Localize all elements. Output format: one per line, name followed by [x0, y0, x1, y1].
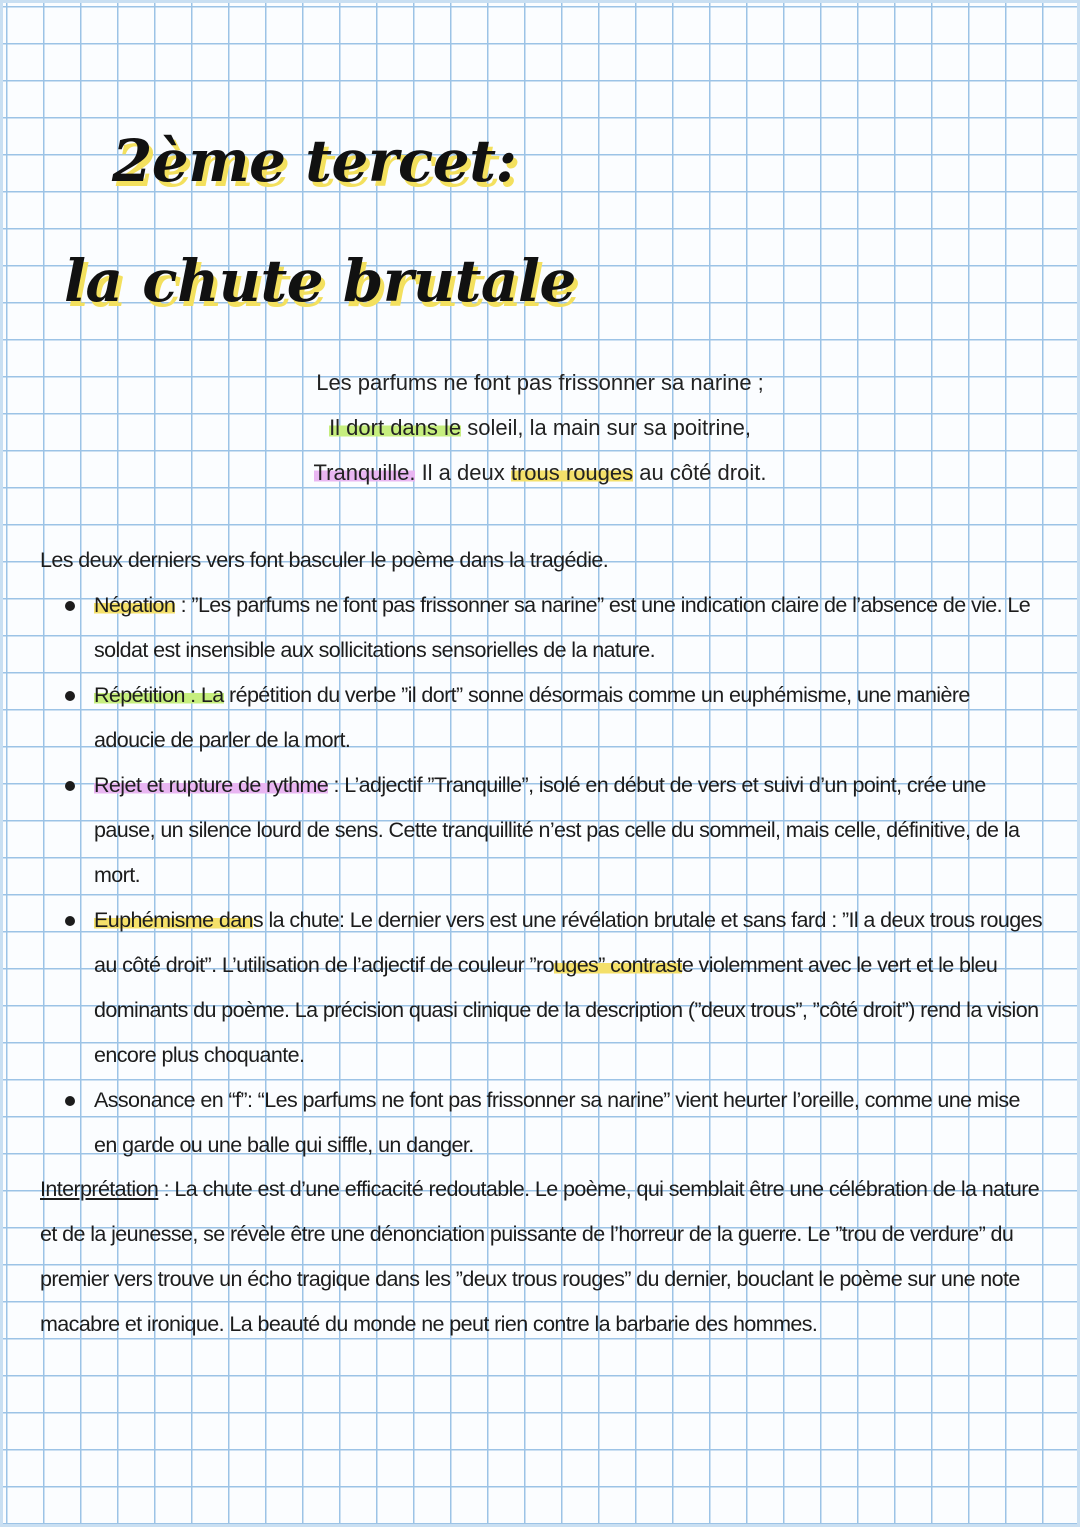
verse-2-highlight: Il dort dans le [329, 415, 462, 440]
poem-verse-3 [0, 450, 1080, 495]
verse-3-text-end: au côté droit. [633, 460, 767, 485]
item-text-b: e violemment avec le vert et le bleu dominants du poème. La précision quasi clinique de la description (”deux trous”, ”côté droit”) rend la vision encore plus choquante. [94, 953, 1039, 1067]
verse-3-text-mid: Il a deux [415, 460, 511, 485]
bullet-icon [65, 1096, 75, 1106]
verse-3-highlight-2: trous rouges [510, 460, 634, 485]
item-label: Assonance en “f” [94, 1088, 247, 1112]
item-text: : ”Les parfums ne font pas frissonner sa narine” est une indication claire de l’absence de vie. Le soldat est insensible aux sollicitations sensorielles de la nature. [94, 593, 1031, 662]
item-label: Négation [94, 593, 176, 617]
interpretation-label: Interprétation [40, 1177, 159, 1201]
analysis-list [60, 583, 1045, 1168]
interpretation-text: : La chute est d’une efficacité redoutable. Le poème, qui semblait être une célébration de la nature et de la jeunesse, se révèle être une dénonciation puissante de l’horreur de la guerre. Le ”trou de verdure” du premier vers trouve un écho tragique dans les ”deux trous rouges” du dernier, bouclant le poème sur une note macabre et ironique. La beauté du monde ne peut rien contre la barbarie des hommes. [40, 1177, 1040, 1336]
item-text: répétition du verbe ”il dort” sonne désormais comme un euphémisme, une manière adoucie de parler de la mort. [94, 683, 970, 752]
list-item-assonance [60, 1078, 1045, 1168]
list-item-negation [60, 583, 1045, 673]
verse-2-text: soleil, la main sur sa poitrine, [461, 415, 751, 440]
item-text: : “Les parfums ne font pas frissonner sa narine” vient heurter l’oreille, comme une mise en garde ou une balle qui siffle, un danger. [94, 1088, 1020, 1157]
intro-sentence: Les deux derniers vers font basculer le poème dans la tragédie. [40, 548, 609, 572]
item-text-a: s la chute: Le dernier vers est une révélation brutale et sans fard : ”Il a deux trous rouges au côté droit”. L’utilisation de l’adjectif de couleur ”ro [94, 908, 1043, 977]
poem-verse-1 [0, 360, 1080, 405]
title-line-2: la chute brutale [64, 247, 576, 315]
item-label: Répétition : La [94, 683, 224, 707]
interpretation-paragraph [40, 1167, 1045, 1347]
list-item-repetition [60, 673, 1045, 763]
list-item-rejet [60, 763, 1045, 898]
bullet-icon [65, 781, 75, 791]
bullet-icon [65, 601, 75, 611]
item-label: Rejet et rupture de rythme [94, 773, 329, 797]
title-line-1: 2ème tercet: [112, 127, 517, 195]
item-text: : L’adjectif ”Tranquille”, isolé en début de vers et suivi d’un point, crée une pause, un silence lourd de sens. Cette tranquillité n’est pas celle du sommeil, mais celle, définitive, de la mort. [94, 773, 1020, 887]
list-item-euphemisme [60, 898, 1045, 1078]
verse-1-text: Les parfums ne font pas frissonner sa narine ; [316, 370, 764, 395]
verse-3-highlight-1: Tranquille. [313, 460, 416, 485]
poem-verse-2 [0, 405, 1080, 450]
bullet-icon [65, 691, 75, 701]
item-label: Euphémisme dan [94, 908, 253, 932]
item-highlight: uges” contrast [553, 953, 682, 977]
bullet-icon [65, 916, 75, 926]
